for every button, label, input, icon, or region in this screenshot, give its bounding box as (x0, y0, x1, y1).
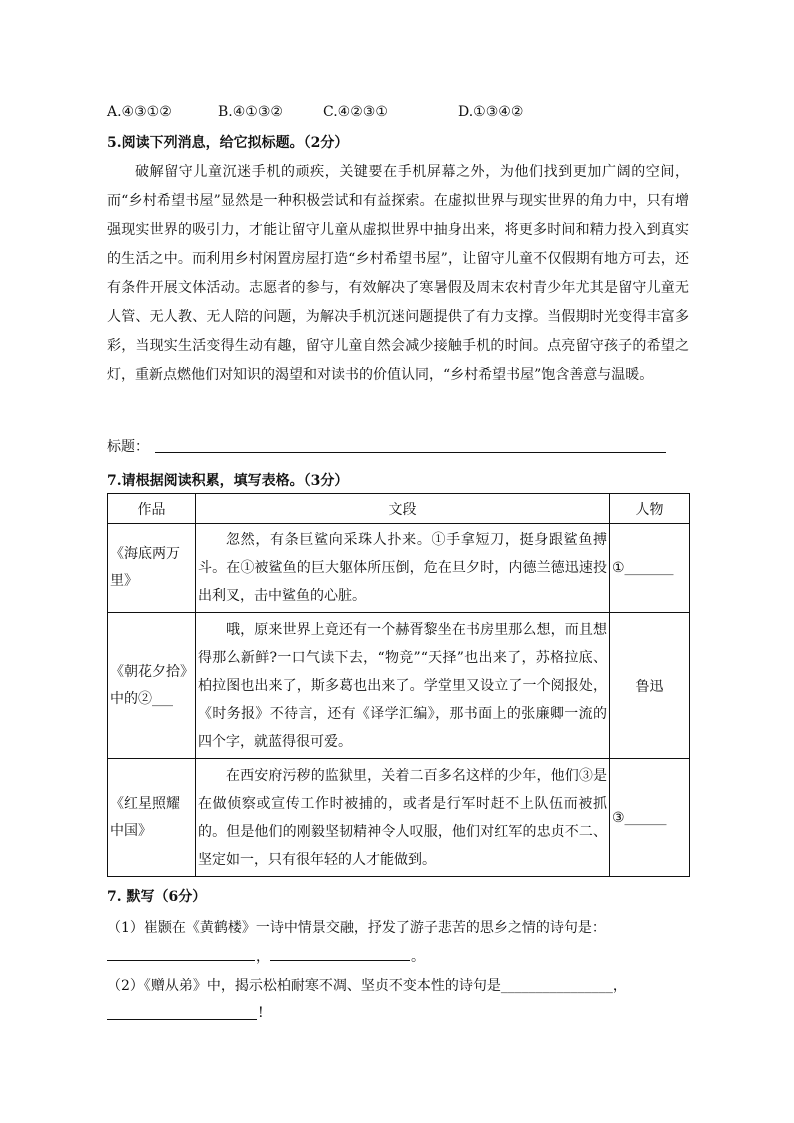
q5-passage (107, 158, 689, 390)
row-text (196, 759, 610, 877)
dictation-blank-1b[interactable] (270, 960, 410, 961)
header-person: 人物 (610, 494, 690, 524)
q5-paragraph: 破解留守儿童沉迷手机的顽疾，关键要在手机屏幕之外，为他们找到更加广阔的空间，而“乡村希望书屋”显然是一种积极尝试和有益探索。在虚拟世界与现实世界的角力中，只有增强现实世界的吸引力，才能让留守儿童从虚拟世界中抽身出来，将更多时间和精力投入到真实的生活之中。而利用乡村闲置房屋打造“乡村希望书屋”，让留守儿童不仅假期有地方可去，还有条件开展文体活动。志愿者的参与，有效解决了寒暑假及周末农村青少年尤其是留守儿童无人管、无人教、无人陪的问题，为解决手机沉迷问题提供了有力支撑。当假期时光变得丰富多彩，当现实生活变得生动有趣，留守儿童自然会减少接触手机的时间。点亮留守孩子的希望之灯，重新点燃他们对知识的渴望和对读书的价值认同，“乡村希望书屋”饱含善意与温暖。 (107, 164, 689, 383)
row-text-content: 在西安府污秽的监狱里，关着二百多名这样的少年，他们③是在做侦察或宣传工作时被捕的，或者是行军时赶不上队伍而被抓的。但是他们的刚毅坚韧精神令人叹服，他们对红军的忠贞不二、坚定如一，只有很年轻的人才能做到。 (198, 767, 607, 868)
q7-dictation-title: 7. 默写（6分） (107, 889, 207, 905)
q7-table-title: 7.请根据阅读积累，填写表格。（3分） (107, 473, 349, 489)
option-b: B.④①③② (218, 104, 283, 120)
header-work: 作品 (108, 494, 196, 524)
dictation-blank-1a[interactable] (107, 960, 255, 961)
dictation-period: 。 (411, 949, 425, 965)
row-person-blank[interactable]: ③______ (610, 759, 690, 877)
q5-title: 5.阅读下列消息，给它拟标题。（2分） (107, 135, 349, 151)
row-work[interactable]: 《朝花夕拾》中的②___ (108, 613, 196, 759)
row-text-content: 哦，原来世界上竟还有一个赫胥黎坐在书房里那么想，而且想得那么新鲜?一口气读下去，“物竞”“天择”也出来了，苏格拉底、柏拉图也出来了，斯多葛也出来了。学堂里又设立了一个阅报处，《时务报》不待言，还有《译学汇编》，那书面上的张廉卿一流的四个字，就蓝得很可爱。 (198, 621, 607, 750)
row-person-blank[interactable]: ①_______ (610, 524, 690, 613)
table-row (108, 759, 690, 877)
dictation-exclaim: ! (258, 1005, 264, 1021)
header-text: 文段 (196, 494, 610, 524)
row-text (196, 613, 610, 759)
reading-table (107, 493, 690, 877)
table-header-row (108, 494, 690, 524)
option-a: A.④③①② (107, 104, 172, 120)
row-work: 《海底两万里》 (108, 524, 196, 613)
dictation-blank-2b[interactable] (107, 1019, 257, 1020)
row-text-content: 忽然，有条巨鲨向采珠人扑来。①手拿短刀，挺身跟鲨鱼搏斗。在①被鲨鱼的巨大躯体所压倒，危在旦夕时，内德兰德迅速投出利叉，击中鲨鱼的心脏。 (198, 532, 607, 604)
dictation-item-1: （1）崔颢在《黄鹤楼》一诗中情景交融，抒发了游子悲苦的思乡之情的诗句是： (107, 920, 606, 936)
q5-answer-label: 标题： (107, 439, 149, 455)
option-c: C.④②③① (323, 104, 388, 120)
row-text (196, 524, 610, 613)
dictation-item-2: （2）《赠从弟》中，揭示松柏耐寒不凋、坚贞不变本性的诗句是________________， (107, 978, 627, 994)
q5-answer-line[interactable] (155, 452, 666, 453)
dictation-comma: ， (256, 949, 270, 965)
row-person: 鲁迅 (610, 613, 690, 759)
row-work: 《红星照耀中国》 (108, 759, 196, 877)
table-row (108, 613, 690, 759)
option-d: D.①③④② (458, 104, 524, 120)
table-row (108, 524, 690, 613)
